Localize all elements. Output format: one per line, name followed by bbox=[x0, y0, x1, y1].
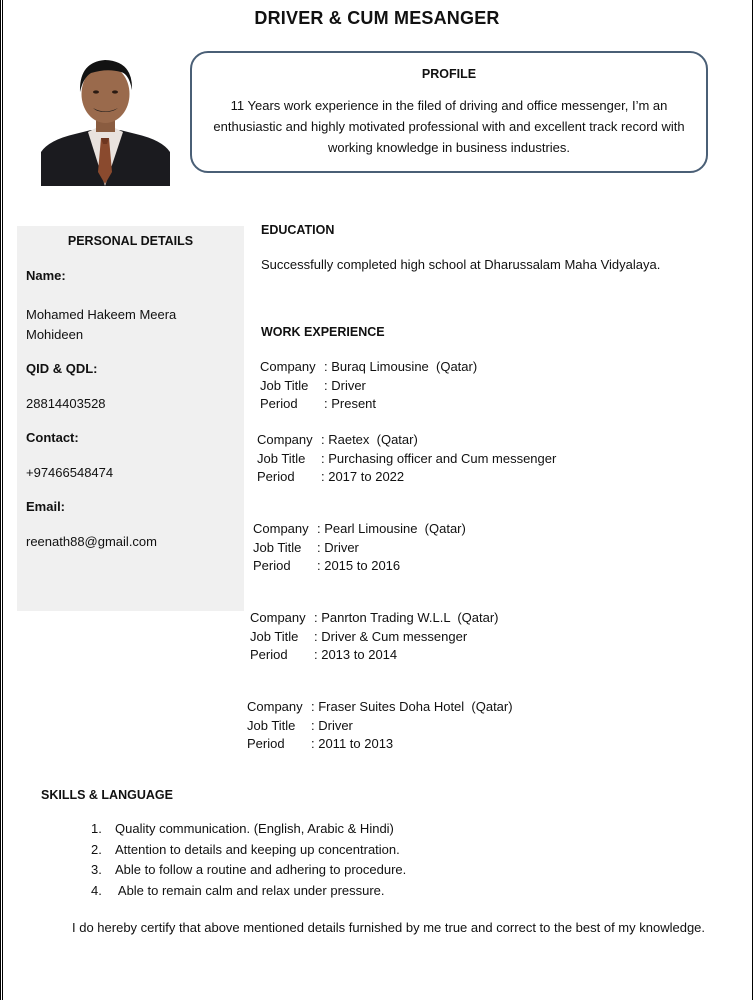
list-item bbox=[91, 883, 406, 904]
email-label: Email: bbox=[26, 499, 66, 514]
skill-text: Able to follow a routine and adhering to procedure. bbox=[115, 862, 407, 877]
period-label: Period bbox=[247, 736, 285, 751]
job-title-value: : Driver bbox=[324, 377, 366, 393]
profile-heading: PROFILE bbox=[421, 67, 477, 81]
job-title-value: : Driver bbox=[317, 539, 359, 555]
name-label: Name: bbox=[26, 268, 66, 283]
job-title-label: Job Title bbox=[250, 628, 299, 644]
person-portrait-icon bbox=[41, 52, 170, 186]
company-value: : Fraser Suites Doha Hotel (Qatar) bbox=[311, 699, 513, 714]
personal-details-panel bbox=[17, 226, 244, 611]
job-entry bbox=[250, 609, 499, 665]
period-value: : 2013 to 2014 bbox=[314, 647, 398, 662]
list-item bbox=[91, 821, 406, 842]
job-title-value: : Driver bbox=[311, 717, 353, 733]
email-value: reenath88@gmail.com bbox=[26, 534, 157, 549]
period-value: : 2017 to 2022 bbox=[321, 469, 405, 484]
qid-value: 28814403528 bbox=[26, 396, 106, 411]
skill-text: Quality communication. (English, Arabic & Hindi) bbox=[115, 821, 394, 836]
job-entry bbox=[247, 698, 513, 754]
skills-list bbox=[91, 821, 406, 903]
list-number: 1. bbox=[91, 821, 102, 836]
profile-text: 11 Years work experience in the filed of driving and office messenger, I’m an enthusiastic and highly motivated professional with and excellent track record with working knowledge in business industries. bbox=[213, 98, 685, 155]
certification-text: I do hereby certify that above mentioned details furnished by me true and correct to the best of my knowledge. bbox=[72, 920, 706, 935]
list-item bbox=[91, 842, 406, 863]
job-entry bbox=[260, 358, 477, 414]
left-page-border bbox=[0, 0, 3, 1000]
list-item bbox=[91, 862, 406, 883]
company-value: : Pearl Limousine (Qatar) bbox=[317, 521, 466, 536]
job-entry bbox=[257, 431, 556, 487]
job-title-label: Job Title bbox=[253, 539, 302, 555]
company-value: : Panrton Trading W.L.L (Qatar) bbox=[314, 610, 499, 625]
job-title-label: Job Title bbox=[257, 450, 306, 466]
company-label: Company bbox=[247, 699, 303, 714]
profile-photo bbox=[41, 52, 170, 186]
company-label: Company bbox=[260, 359, 316, 374]
qid-label: QID & QDL: bbox=[26, 361, 98, 376]
work-experience-heading: WORK EXPERIENCE bbox=[261, 325, 385, 339]
company-value: : Raetex (Qatar) bbox=[321, 432, 418, 447]
list-number: 3. bbox=[91, 862, 102, 877]
company-label: Company bbox=[250, 610, 306, 625]
name-value: Mohamed Hakeem Meera Mohideen bbox=[26, 307, 177, 342]
job-title-label: Job Title bbox=[247, 717, 296, 733]
education-text: Successfully completed high school at Dharussalam Maha Vidyalaya. bbox=[261, 257, 661, 272]
education-heading: EDUCATION bbox=[261, 223, 335, 237]
contact-label: Contact: bbox=[26, 430, 79, 445]
period-label: Period bbox=[250, 647, 288, 662]
period-label: Period bbox=[257, 469, 295, 484]
period-label: Period bbox=[260, 396, 298, 411]
job-title-value: : Driver & Cum messenger bbox=[314, 628, 468, 644]
company-label: Company bbox=[253, 521, 309, 536]
job-title-value: : Purchasing officer and Cum messenger bbox=[321, 450, 557, 466]
list-number: 4. bbox=[91, 882, 102, 898]
personal-details-heading: PERSONAL DETAILS bbox=[67, 234, 194, 248]
document-title: DRIVER & CUM MESANGER bbox=[254, 8, 500, 28]
skill-text: Able to remain calm and relax under pressure. bbox=[115, 882, 385, 898]
company-value: : Buraq Limousine (Qatar) bbox=[324, 359, 478, 374]
profile-box bbox=[190, 51, 708, 173]
period-label: Period bbox=[253, 558, 291, 573]
job-title-label: Job Title bbox=[260, 377, 309, 393]
period-value: : Present bbox=[324, 396, 377, 411]
skills-heading: SKILLS & LANGUAGE bbox=[41, 788, 173, 802]
contact-value: +97466548474 bbox=[26, 465, 114, 480]
job-entry bbox=[253, 520, 466, 576]
period-value: : 2011 to 2013 bbox=[311, 736, 394, 751]
list-number: 2. bbox=[91, 841, 102, 857]
company-label: Company bbox=[257, 432, 313, 447]
period-value: : 2015 to 2016 bbox=[317, 558, 401, 573]
skill-text: Attention to details and keeping up concentration. bbox=[115, 841, 400, 857]
